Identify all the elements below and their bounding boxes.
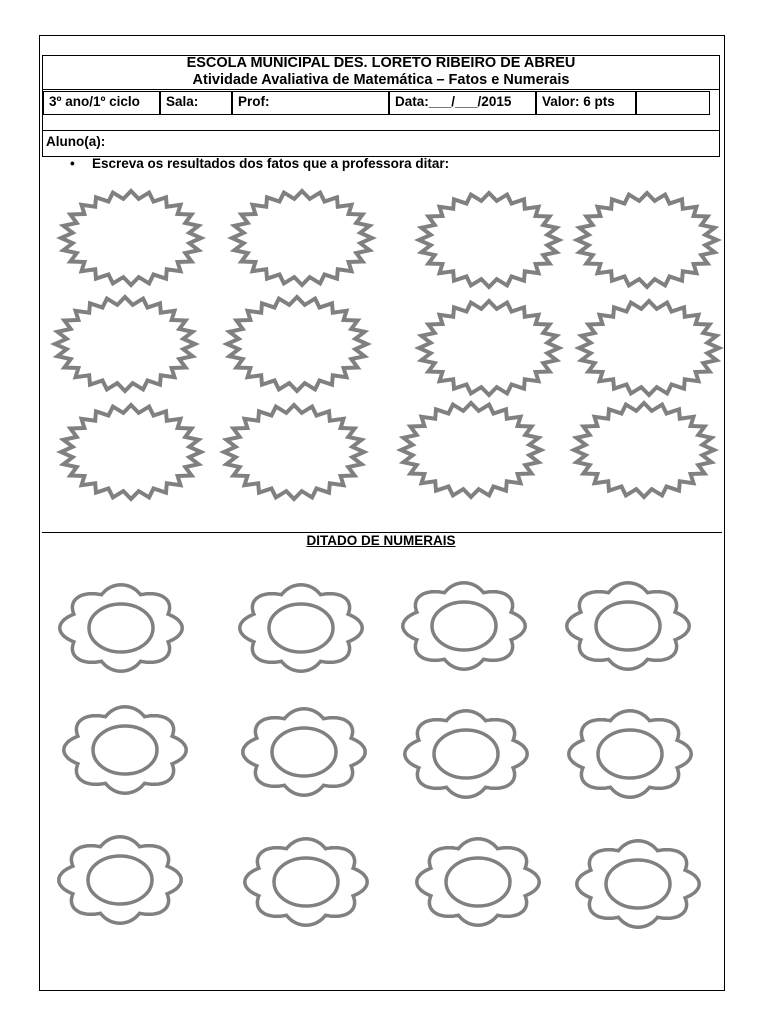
- school-name: ESCOLA MUNICIPAL DES. LORETO RIBEIRO DE ABREU: [186, 55, 576, 71]
- flower-outline: [405, 711, 527, 797]
- grade-cell: 3º ano/1º ciclo: [43, 91, 160, 115]
- starburst-answer-shape: [577, 193, 717, 287]
- starburst-answer-shape: [227, 297, 367, 391]
- flower-numeral-shape: [403, 583, 525, 669]
- flower-outline: [64, 707, 186, 793]
- flower-outline: [569, 711, 691, 797]
- room-cell: Sala:: [160, 91, 232, 115]
- flower-outline: [245, 839, 367, 925]
- starburst-answer-shape: [419, 301, 559, 395]
- starburst-answer-shape: [61, 405, 201, 499]
- flower-center-oval: [606, 860, 670, 908]
- flower-center-oval: [272, 728, 336, 776]
- flower-outline: [417, 839, 539, 925]
- flower-outline: [59, 837, 181, 923]
- flower-numeral-shape: [577, 841, 699, 927]
- starburst-answer-shape: [419, 193, 559, 287]
- value-cell: Valor: 6 pts: [536, 91, 636, 115]
- activity-title: Atividade Avaliativa de Matemática – Fatos e Numerais: [192, 72, 570, 88]
- starburst-answer-grid: [55, 191, 719, 499]
- flower-center-oval: [269, 604, 333, 652]
- flower-center-oval: [432, 602, 496, 650]
- flower-center-oval: [89, 604, 153, 652]
- starburst-answer-shape: [401, 403, 541, 497]
- flower-numeral-shape: [417, 839, 539, 925]
- flower-center-oval: [446, 858, 510, 906]
- flower-outline: [243, 709, 365, 795]
- starburst-answer-shape: [224, 405, 364, 499]
- starburst-answer-shape: [232, 191, 372, 285]
- flower-outline: [403, 583, 525, 669]
- starburst-answer-shape: [579, 301, 719, 395]
- flower-center-oval: [598, 730, 662, 778]
- flower-outline: [567, 583, 689, 669]
- flower-numeral-grid: [59, 583, 699, 927]
- flower-numeral-shape: [569, 711, 691, 797]
- flower-numeral-shape: [240, 585, 362, 671]
- flower-numeral-shape: [405, 711, 527, 797]
- student-name-label: Aluno(a):: [46, 134, 106, 149]
- flower-center-oval: [434, 730, 498, 778]
- flower-outline: [240, 585, 362, 671]
- starburst-answer-shape: [61, 191, 201, 285]
- teacher-cell: Prof:: [232, 91, 389, 115]
- date-cell: Data:___/___/2015: [389, 91, 536, 115]
- flower-numeral-shape: [567, 583, 689, 669]
- flower-outline: [60, 585, 182, 671]
- flower-numeral-shape: [60, 585, 182, 671]
- flower-numeral-shape: [243, 709, 365, 795]
- flower-numeral-shape: [59, 837, 181, 923]
- flower-center-oval: [88, 856, 152, 904]
- flower-center-oval: [596, 602, 660, 650]
- starburst-answer-shape: [55, 297, 195, 391]
- flower-numeral-shape: [245, 839, 367, 925]
- flower-numeral-shape: [64, 707, 186, 793]
- starburst-answer-shape: [574, 403, 714, 497]
- flower-center-oval: [274, 858, 338, 906]
- flower-outline: [577, 841, 699, 927]
- flower-center-oval: [93, 726, 157, 774]
- section-title: DITADO DE NUMERAIS: [306, 533, 456, 548]
- bullet-icon: •: [70, 156, 75, 171]
- instruction-text: Escreva os resultados dos fatos que a professora ditar:: [92, 156, 450, 171]
